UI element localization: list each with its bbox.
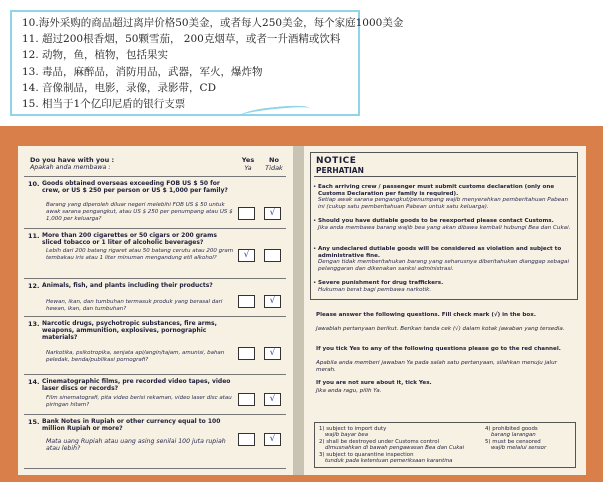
yes-checkbox[interactable] (238, 393, 255, 406)
no-checkbox[interactable]: √ (264, 393, 281, 406)
question-text: Cinematographic films, pre recorded video tapes, video laser discs or records? (42, 378, 231, 393)
legend-item-id: wajib bayar bea (325, 432, 369, 438)
no-checkbox[interactable] (264, 249, 281, 262)
yes-checkbox[interactable] (238, 295, 255, 308)
question-translation: Lebih dari 200 batang rigaret atau 50 batang cerutu atau 200 gram tembakau iris atau 1 liter minuman mengandung etil alkohol? (46, 248, 234, 261)
bullet-id: Hukuman berat bagi pembawa narkotik. (318, 286, 432, 293)
no-label: No (269, 156, 279, 164)
bullet-en: Any undeclared dutiable goods will be considered as violation and subject to administrative fine. (318, 246, 562, 259)
note-line-13: 13. 毒品，麻醉品，消防用品，武器，军火，爆炸物 (22, 65, 263, 78)
question-row (24, 278, 286, 316)
question-text: Narcotic drugs, psychotropic substances, fire arms, weapons, ammunition, explosives, pornographic materials? (42, 320, 217, 342)
question-translation: Film sinematografi, pita video berisi rekaman, video laser disc atau piringan hitam? (46, 395, 232, 408)
questions-panel (18, 146, 293, 475)
note-line-10: 10.海外采购的商品超过离岸价格50美金，或者每人250美金，每个家庭1000美金 (22, 17, 404, 29)
no-label-id: Tidak (265, 164, 283, 172)
legend-item: 2) shall be destroyed under Customs control (319, 439, 439, 445)
notice-panel (304, 146, 586, 475)
instruction-id: Apabila anda memberi jawaban Ya pada salah satu pertanyaan, silahkan menuju jalur merah. (316, 360, 557, 373)
yes-checkbox[interactable] (238, 347, 255, 360)
instruction-id: Jawablah pertanyaan berikut. Berikan tanda cek (√) dalam kotak jawaban yang tersedia. (316, 326, 565, 332)
notice-subtitle: PERHATIAN (316, 166, 364, 175)
annotation-box (10, 10, 404, 116)
question-text: Bank Notes in Rupiah or other currency equal to 100 million Rupiah or more? (42, 418, 221, 433)
legend-item: 5) must be censored (485, 439, 541, 445)
question-number: 15. (28, 418, 40, 426)
questions-header: Do you have with you : (30, 156, 115, 164)
question-translation: Barang yang diperoleh diluar negeri melebihi FOB US $ 50 untuk awak sarana pengangkut, atau US $ 250 per penumpang atau US $ 1,000 per keluarga? (46, 202, 233, 222)
question-text: More than 200 cigarettes or 50 cigars or 200 grams sliced tobacco or 1 liter of alcoholic beverages? (42, 232, 217, 247)
question-number: 14. (28, 378, 40, 386)
bullet-en: Should you have dutiable goods to be reexported please contact Customs. (318, 218, 554, 224)
yes-label-id: Ya (244, 164, 252, 172)
question-translation: Narkotika, psikotropika, senjata api/angin/tajam, amunisi, bahan peledak, benda/publikasi pornografi? (46, 350, 225, 363)
no-checkbox[interactable]: √ (264, 295, 281, 308)
no-column-header (264, 156, 284, 172)
no-checkbox[interactable]: √ (264, 433, 281, 446)
question-row (24, 176, 286, 228)
note-line-11: 11. 超过200根香烟，50颗雪茄， 200克烟草，或者一升酒精或饮料 (22, 33, 341, 46)
booklet-fold (293, 146, 304, 475)
legend-item-id: dimusnahkan di bawah pengawasan Bea dan Cukai (325, 445, 465, 451)
question-text: Animals, fish, and plants including their products? (42, 282, 213, 289)
question-number: 11. (28, 232, 40, 240)
notice-bullet: • Each arriving crew / passenger must submit customs declaration (only one Customs Declaration per family is required). Setiap awak sarana pengangkut/penumpang wajib menyerahkan pemberitahuan Pabean ini (cukup satu pemberitahuan Pabean untuk satu keluarga). (313, 184, 569, 210)
no-checkbox[interactable]: √ (264, 207, 281, 220)
notice-bullet: • Should you have dutiable goods to be reexported please contact Customs. Jika anda membawa barang wajib bea yang akan dibawa kembali hubungi Bea dan Cukai. (313, 218, 571, 231)
yes-checkbox[interactable] (238, 207, 255, 220)
bullet-en: Each arriving crew / passenger must submit customs declaration (only one Customs Declaration per family is required). (318, 184, 555, 197)
notice-rule (314, 176, 576, 177)
instruction-id: Jika anda ragu, pilih Ya. (316, 388, 382, 394)
legend-item: 3) subject to quarantine inspection (319, 452, 414, 458)
yes-column-header (238, 156, 258, 172)
question-number: 10. (28, 180, 40, 188)
bullet-en: Severe punishment for drug traffickers. (318, 280, 444, 286)
question-number: 13. (28, 320, 40, 328)
notice-title: NOTICE (316, 156, 357, 166)
question-number: 12. (28, 282, 40, 290)
bullet-id: Setiap awak sarana pengangkut/penumpang wajib menyerahkan pemberitahuan Pabean ini (cukup satu pemberitahuan Pabean untuk satu keluarga). (318, 197, 569, 210)
legend-item-id: tunduk pada ketentuan pemeriksaan karantina (325, 458, 453, 464)
bullet-id: Dengan tidak memberitahukan barang yang seharusnya diberitahukan dianggap sebagai pelanggaran dan dikenakan sanksi administrasi. (318, 259, 570, 272)
question-row (24, 414, 286, 469)
instruction-en: If you tick Yes to any of the following questions please go to the red channel. (316, 346, 561, 352)
question-translation: Mata uang Rupiah atau uang asing senilai 100 juta rupiah atau lebih? (46, 438, 226, 452)
note-line-12: 12. 动物，鱼，植物，包括果实 (22, 49, 169, 62)
legend-item-id: barang larangan (491, 432, 536, 438)
yes-checkbox[interactable]: √ (238, 249, 255, 262)
yes-label: Yes (241, 156, 255, 164)
bullet-id: Jika anda membawa barang wajib bea yang akan dibawa kembali hubungi Bea dan Cukai. (318, 224, 571, 231)
question-translation: Hewan, ikan, dan tumbuhan termasuk produk yang berasal dari hewan, ikan, dan tumbuhan? (46, 299, 223, 312)
no-checkbox[interactable]: √ (264, 347, 281, 360)
legend-item-id: wajib melalui sensor (491, 445, 547, 451)
legend-item: 4) prohibited goods (485, 426, 538, 432)
yes-checkbox[interactable] (238, 433, 255, 446)
questions-header-id: Apakah anda membawa : (30, 164, 111, 171)
instruction-en: If you are not sure about it, tick Yes. (316, 380, 432, 386)
legend-item: 1) subject to import duty (319, 426, 387, 432)
question-row (24, 374, 286, 414)
note-line-15: 15. 相当于1个亿印尼盾的银行支票 (22, 98, 186, 111)
question-row (24, 316, 286, 374)
notice-bullet: • Severe punishment for drug traffickers. Hukuman berat bagi pembawa narkotik. (313, 280, 444, 293)
legend-box (314, 422, 576, 468)
notice-bullet: • Any undeclared dutiable goods will be considered as violation and subject to administrative fine. Dengan tidak memberitahukan barang yang seharusnya diberitahukan dianggap sebagai pelanggaran dan dikenakan sanksi administrasi. (313, 246, 570, 272)
note-line-14: 14. 音像制品，电影，录像，录影带，CD (22, 81, 216, 94)
instruction-en: Please answer the following questions. Fill check mark (√) in the box. (316, 312, 536, 318)
question-row (24, 228, 286, 278)
question-text: Goods obtained overseas exceeding FOB US $ 50 for crew, or US $ 250 per person or US $ 1,000 per family? (42, 180, 228, 195)
